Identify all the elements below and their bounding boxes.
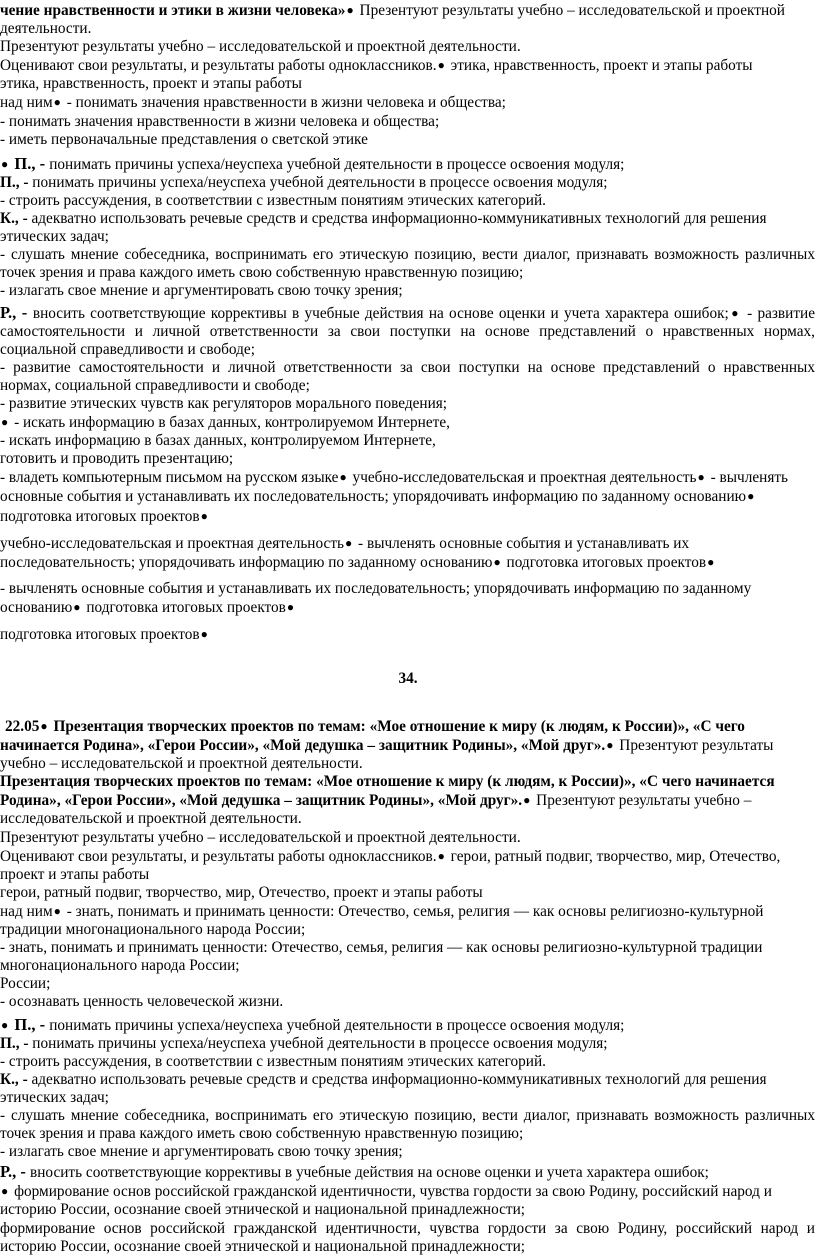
text: подготовка итоговых проектов bbox=[0, 626, 200, 643]
bullet-icon: ● bbox=[53, 903, 61, 918]
text: - развитие самостоятельности и личной ответственности за свои поступки на основе представлений о нравственных нормах, социальной справедливости и свободе; bbox=[0, 304, 816, 358]
bold-text: К., - bbox=[0, 210, 32, 228]
bullet-icon: ● bbox=[1, 415, 9, 430]
text: Оценивают свои результаты, и результаты работы одноклассников. bbox=[0, 847, 437, 865]
text: Оценивают свои результаты, и результаты работы одноклассников. bbox=[0, 57, 437, 75]
paragraph bbox=[0, 304, 816, 359]
paragraph: - слушать мнение собеседника, воспринимать его этическую позицию, вести диалог, признавать возможность различных точек зрения и права каждого иметь свою собственную нравственную позицию; bbox=[0, 246, 815, 282]
paragraph bbox=[0, 717, 816, 773]
bullet-icon: ● bbox=[200, 508, 208, 523]
paragraph bbox=[0, 580, 816, 617]
paragraph bbox=[0, 847, 816, 884]
text: подготовка итоговых проектов bbox=[0, 507, 200, 525]
paragraph bbox=[0, 468, 816, 525]
text: - владеть компьютерным письмом на русском языке bbox=[0, 469, 339, 487]
paragraph bbox=[0, 625, 816, 644]
bold-text: П., - bbox=[0, 1034, 33, 1052]
bullet-icon: ● bbox=[729, 305, 740, 320]
paragraph bbox=[0, 1182, 816, 1219]
text: - искать информацию в базах данных, контролируемом Интернете, bbox=[10, 414, 450, 432]
paragraph: - строить рассуждения, в соответствии с известным понятиям этических категорий. bbox=[0, 191, 547, 209]
paragraph: России; bbox=[0, 975, 51, 993]
text: - вычленять основные события и устанавливать их последовательность; упорядочивать информацию по заданному основанию bbox=[0, 534, 690, 571]
text: подготовка итоговых проектов bbox=[502, 553, 707, 571]
text: вносить соответствующие коррективы в учебные действия на основе оценки и учета характера ошибок; bbox=[30, 1164, 709, 1182]
page-number: 34. bbox=[398, 670, 418, 687]
bullet-icon: ● bbox=[493, 554, 501, 569]
paragraph: - знать, понимать и принимать ценности: Отечество, семья, религия — как основы религиозно-культурной традиции многонационального народа России; bbox=[0, 939, 763, 975]
text: учебно-исследовательская и проектная деятельность bbox=[348, 469, 697, 487]
paragraph bbox=[0, 1, 816, 38]
paragraph: - развитие самостоятельности и личной ответственности за свои поступки на основе представлений о нравственных нормах, социальной справедливости и свободе; bbox=[0, 358, 815, 394]
bold-text: П., - bbox=[10, 1014, 50, 1034]
bullet-icon: ● bbox=[523, 793, 531, 808]
paragraph bbox=[0, 210, 816, 246]
bullet-icon: ● bbox=[747, 489, 755, 504]
bold-text: чение нравственности и этики в жизни человека» bbox=[0, 2, 346, 19]
paragraph: - понимать значения нравственности в жизни человека и общества; bbox=[0, 112, 440, 130]
paragraph bbox=[0, 174, 816, 192]
text: формирование основ российской гражданской идентичности, чувства гордости за свою Родину, российский народ и историю России, осознание своей этнической и национальной принадлежности; bbox=[0, 1183, 772, 1219]
bullet-icon: ● bbox=[73, 599, 81, 614]
bullet-icon: ● bbox=[437, 848, 445, 863]
paragraph: герои, ратный подвиг, творчество, мир, Отечество, проект и этапы работы bbox=[0, 883, 483, 901]
paragraph: - излагать свое мнение и аргументировать свою точку зрения; bbox=[0, 282, 403, 300]
text: учебно-исследовательская и проектная деятельность bbox=[0, 534, 344, 552]
bold-text: Презентация творческих проектов по темам: «Мое отношение к миру (к людям, к России)», «С чего начинается Родина», «Герои России», «Мой дедушка – защитник Родины», «Мой друг». bbox=[0, 718, 745, 755]
text: понимать причины успеха/неуспеха учебной деятельности в процессе освоения модуля; bbox=[32, 1034, 608, 1052]
paragraph bbox=[0, 773, 816, 828]
bullet-icon: ● bbox=[1, 156, 9, 171]
text: понимать причины успеха/неуспеха учебной деятельности в процессе освоения модуля; bbox=[49, 1016, 625, 1034]
text: адекватно использовать речевые средств и средства информационно-коммуникативных технологий для решения этических задач; bbox=[0, 210, 767, 246]
text: этика, нравственность, проект и этапы работы bbox=[446, 57, 753, 75]
paragraph: Презентуют результаты учебно – исследовательской и проектной деятельности. bbox=[0, 828, 521, 846]
bold-text: П., - bbox=[0, 173, 33, 191]
paragraph: Презентуют результаты учебно – исследовательской и проектной деятельности. bbox=[0, 38, 521, 56]
paragraph bbox=[0, 93, 816, 112]
text: Презентуют результаты учебно – исследовательской и проектной деятельности. bbox=[0, 792, 752, 828]
paragraph: формирование основ российской гражданской идентичности, чувства гордости за свою Родину, российский народ и историю России, осознание своей этнической и национальной принадлежности; bbox=[0, 1219, 815, 1255]
bold-text: П., - bbox=[10, 153, 50, 173]
text: - знать, понимать и принимать ценности: Отечество, семья, религия — как основы религиозно-культурной традиции многонационального народа России; bbox=[0, 902, 764, 939]
bullet-icon: ● bbox=[286, 599, 295, 614]
bullet-icon: ● bbox=[346, 3, 354, 17]
bold-text: К., - bbox=[0, 1070, 32, 1088]
text: герои, ратный подвиг, творчество, мир, Отечество, проект и этапы работы bbox=[0, 847, 781, 883]
paragraph bbox=[0, 534, 816, 572]
paragraph: - развитие этических чувств как регуляторов морального поведения; bbox=[0, 394, 448, 412]
bullet-icon: ● bbox=[40, 719, 48, 733]
paragraph: - слушать мнение собеседника, воспринимать его этическую позицию, вести диалог, признавать возможность различных точек зрения и права каждого иметь свою собственную нравственную позицию; bbox=[0, 1106, 815, 1143]
bullet-icon: ● bbox=[344, 535, 353, 550]
bullet-icon: ● bbox=[697, 470, 705, 485]
text: вносить соответствующие коррективы в учебные действия на основе оценки и учета характера ошибок; bbox=[32, 304, 729, 322]
bold-text: 22.05 bbox=[5, 718, 40, 735]
bold-text: Презентация творческих проектов по темам: «Мое отношение к миру (к людям, к России)», «С чего начинается Родина», «Герои России», «Мой дедушка – защитник Родины», «Мой друг». bbox=[0, 773, 775, 810]
text: понимать причины успеха/неуспеха учебной деятельности в процессе освоения модуля; bbox=[32, 173, 608, 191]
paragraph: - иметь первоначальные представления о светской этике bbox=[0, 130, 368, 148]
paragraph bbox=[0, 56, 816, 75]
bold-text: Р., - bbox=[0, 1162, 31, 1182]
paragraph bbox=[0, 155, 816, 174]
text: подготовка итоговых проектов bbox=[82, 598, 286, 616]
text: адекватно использовать речевые средств и средства информационно-коммуникативных технологий для решения этических задач; bbox=[0, 1070, 767, 1106]
text: Презентуют результаты учебно – исследовательской и проектной деятельности. bbox=[0, 737, 774, 773]
bullet-icon: ● bbox=[1, 1184, 9, 1199]
text: над ним bbox=[0, 94, 53, 112]
paragraph bbox=[0, 413, 816, 432]
paragraph: - излагать свое мнение и аргументировать свою точку зрения; bbox=[0, 1143, 403, 1161]
bullet-icon: ● bbox=[606, 738, 614, 753]
text: Презентуют результаты учебно – исследовательской и проектной деятельности. bbox=[0, 2, 785, 38]
paragraph bbox=[0, 1071, 816, 1107]
paragraph: готовить и проводить презентацию; bbox=[0, 450, 234, 468]
text: - вычленять основные события и устанавливать их последовательность; упорядочивать информацию по заданному основанию bbox=[0, 579, 752, 616]
text: над ним bbox=[0, 902, 53, 920]
paragraph: - искать информацию в базах данных, контролируемом Интернете, bbox=[0, 432, 436, 450]
bold-text: Р., - bbox=[0, 302, 33, 322]
text: - понимать значения нравственности в жизни человека и общества; bbox=[62, 94, 506, 112]
paragraph bbox=[0, 1016, 816, 1035]
bullet-icon: ● bbox=[1, 1017, 9, 1032]
bullet-icon: ● bbox=[53, 95, 61, 110]
paragraph bbox=[0, 902, 816, 939]
bullet-icon: ● bbox=[437, 58, 445, 73]
paragraph: - строить рассуждения, в соответствии с известным понятиям этических категорий. bbox=[0, 1052, 547, 1070]
text: понимать причины успеха/неуспеха учебной деятельности в процессе освоения модуля; bbox=[49, 155, 625, 173]
paragraph bbox=[0, 1163, 816, 1182]
paragraph: этика, нравственность, проект и этапы работы bbox=[0, 75, 302, 93]
section-2205 bbox=[0, 717, 816, 1256]
paragraph: - осознавать ценность человеческой жизни. bbox=[0, 993, 284, 1011]
paragraph bbox=[0, 1035, 816, 1053]
bullet-icon: ● bbox=[339, 470, 347, 485]
text: - вычленять основные события и устанавливать их последовательность; упорядочивать информацию по заданному основанию bbox=[0, 469, 789, 506]
bullet-icon: ● bbox=[200, 627, 208, 641]
bullet-icon: ● bbox=[707, 554, 715, 569]
